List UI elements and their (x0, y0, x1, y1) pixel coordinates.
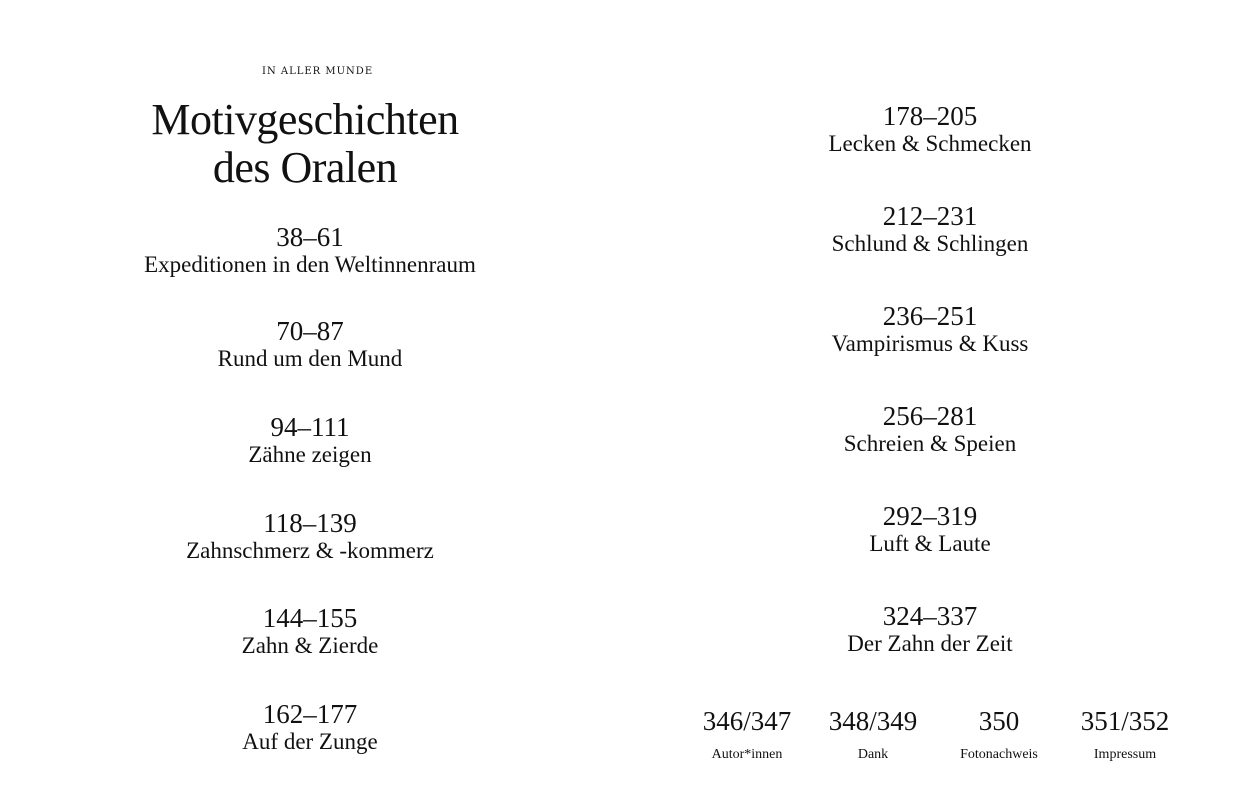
toc-entry-title: Luft & Laute (869, 531, 991, 556)
toc-entry[interactable] (700, 501, 1160, 557)
back-matter-title: Fotonachweis (960, 747, 1038, 762)
toc-entry[interactable] (80, 222, 540, 278)
toc-entry[interactable] (700, 401, 1160, 457)
back-matter-title: Impressum (1093, 747, 1157, 762)
toc-entry-pages: 94–111 (270, 412, 350, 442)
toc-entry[interactable] (80, 316, 540, 372)
toc-entry-pages: 212–231 (882, 201, 978, 231)
toc-entry-pages: 324–337 (882, 601, 978, 631)
toc-entry-pages: 292–319 (882, 501, 978, 531)
toc-entry-title: Der Zahn der Zeit (847, 631, 1013, 656)
toc-entry[interactable] (80, 699, 540, 755)
back-matter-entry[interactable] (812, 704, 934, 764)
toc-entry-pages: 162–177 (262, 699, 358, 729)
back-matter-pages: 351/352 (1080, 706, 1170, 736)
page-title (90, 96, 520, 192)
back-matter-pages: 350 (978, 706, 1020, 736)
toc-entry[interactable] (80, 412, 540, 468)
back-matter-title: Dank (857, 747, 889, 762)
toc-entry[interactable] (700, 201, 1160, 257)
page-title-line-1: Motivgeschichten (151, 95, 459, 144)
back-matter-title: Autor*innen (711, 747, 783, 762)
back-matter-entry[interactable] (1064, 704, 1186, 764)
toc-entry[interactable] (700, 301, 1160, 357)
toc-entry-pages: 118–139 (263, 508, 357, 538)
toc-entry-pages: 236–251 (882, 301, 978, 331)
back-matter-entry[interactable] (938, 704, 1060, 764)
toc-entry-pages: 144–155 (262, 603, 358, 633)
section-kicker: IN ALLER MUNDE (262, 66, 374, 77)
toc-entry-title: Schlund & Schlingen (831, 231, 1029, 256)
toc-entry-title: Auf der Zunge (242, 729, 378, 754)
toc-entry[interactable] (80, 508, 540, 564)
back-matter-pages: 348/349 (828, 706, 918, 736)
toc-entry-title: Vampirismus & Kuss (831, 331, 1029, 356)
toc-entry[interactable] (700, 601, 1160, 657)
toc-entry-pages: 178–205 (882, 101, 978, 131)
toc-entry-pages: 70–87 (276, 316, 344, 346)
toc-entry-title: Lecken & Schmecken (828, 131, 1032, 156)
toc-entry[interactable] (80, 603, 540, 659)
toc-entry-title: Expeditionen in den Weltinnenraum (144, 252, 476, 277)
page-title-line-2: des Oralen (212, 143, 398, 192)
toc-entry-title: Zähne zeigen (248, 442, 372, 467)
toc-entry-pages: 256–281 (882, 401, 978, 431)
back-matter-entry[interactable] (686, 704, 808, 764)
toc-entry-pages: 38–61 (276, 222, 344, 252)
toc-entry[interactable] (700, 101, 1160, 157)
toc-entry-title: Rund um den Mund (217, 346, 403, 371)
toc-entry-title: Zahnschmerz & -kommerz (186, 538, 434, 563)
toc-entry-title: Schreien & Speien (843, 431, 1017, 456)
back-matter-pages: 346/347 (702, 706, 792, 736)
toc-entry-title: Zahn & Zierde (241, 633, 379, 658)
